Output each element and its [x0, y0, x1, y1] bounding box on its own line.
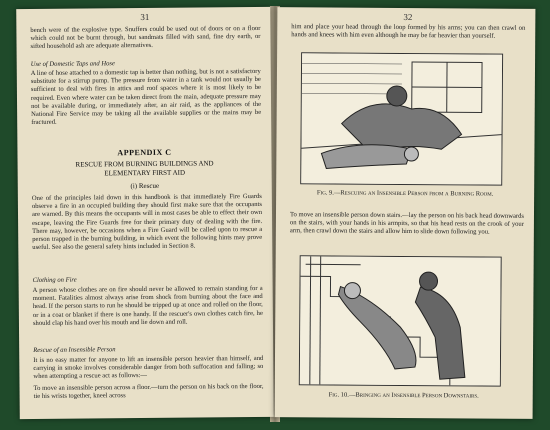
left-page [16, 7, 274, 419]
heading-domestic-taps: Use of Domestic Taps and Hose [30, 60, 115, 68]
paragraph-principles: One of the principles laid down in this handbook is that immediately Fire Guards observe a fire in an occupied building they should first make sure that the occupants are warned. By this means the occupants will in most cases be able to effect their own escape, leaving the Fire Guards free for their primary duty of dealing with the fire. There may, however, be occasions when a Fire Guard will be called upon to rescue a person trapped in the burning building, in which event the following hints may prove useful. See also the general safety hints included in Section 8. [31, 192, 263, 252]
figure-9-drawing [301, 53, 502, 184]
appendix-title: APPENDIX C [117, 147, 172, 158]
paragraph-insensible: It is no easy matter for anyone to lift an insensible person heavier than himself, and carrying in smoke involves considerable danger from both suffocation and falling; so when attempting a rescue act as follows:— [33, 354, 264, 381]
appendix-subtitle-2: ELEMENTARY FIRST AID [104, 168, 186, 178]
figure-10-illustration [299, 255, 502, 386]
figure-10-drawing [300, 256, 501, 385]
paragraph-domestic-taps: A line of hose attached to a domestic tap is better than nothing, but is not a satisfactory substitute for a stirrup pump. The pressure from water in a tank would not usually be sufficient to deal with fires in attics and roof spaces where it is most likely to be required. Even where water can be taken direct from the main, adequate pressure may not be available during, or immediately after, an air raid, as the appliances of the National Fire Service may be taking all the available supplies or the mains may be fractured. [30, 67, 262, 127]
heading-clothing-on-fire: Clothing on Fire [32, 276, 77, 284]
figure-10-caption: Fig. 10.—Bringing an Insensible Person Downstairs. [328, 391, 479, 400]
section-heading-rescue: (i) Rescue [130, 181, 160, 191]
heading-insensible-person: Rescue of an Insensible Person [33, 346, 116, 354]
right-page [275, 7, 536, 419]
page-number-right: 32 [403, 11, 413, 23]
paragraph-across-floor: To move an insensible person across a floor.—turn the person on his back on the floor, tie his wrists together, kneel across [33, 382, 264, 401]
figure-9-caption: Fig. 9.—Rescuing an Insensible Person from a Burning Room. [316, 189, 494, 198]
paragraph-snuffers: bench were of the explosive type. Snuffers could be used out of doors or on a floor which could not be burnt through, but sandmats filled with sand, fine dry earth, or sifted household ash are adequate alternatives. [30, 24, 261, 51]
appendix-subtitle-1: RESCUE FROM BURNING BUILDINGS AND [75, 159, 214, 169]
page-number-left: 31 [140, 11, 150, 23]
paragraph-clothing: A person whose clothes are on fire should never be allowed to remain standing for a moment. Fatalities almost always arise from shock from burning about the face and head. If the person starts to run he should be tripped up at once and rolled on the floor, or in a coat or blanket if there is one handy. If the rescuer's own clothes catch fire, he should clap his hand over his mouth and lie down and roll. [32, 284, 263, 327]
paragraph-down-stairs: To move an insensible person down stairs.—lay the person on his back head downwards on the stairs, with your hands in his armpits, so that his head rests on the crook of your arm, then crawl down the stairs and allow him to slide down following you. [289, 211, 525, 236]
figure-9-illustration [300, 52, 503, 185]
paragraph-crawl: him and place your head through the loop formed by his arms; you can then crawl on hands and knees with him even although he may be far heavier than yourself. [291, 23, 526, 40]
